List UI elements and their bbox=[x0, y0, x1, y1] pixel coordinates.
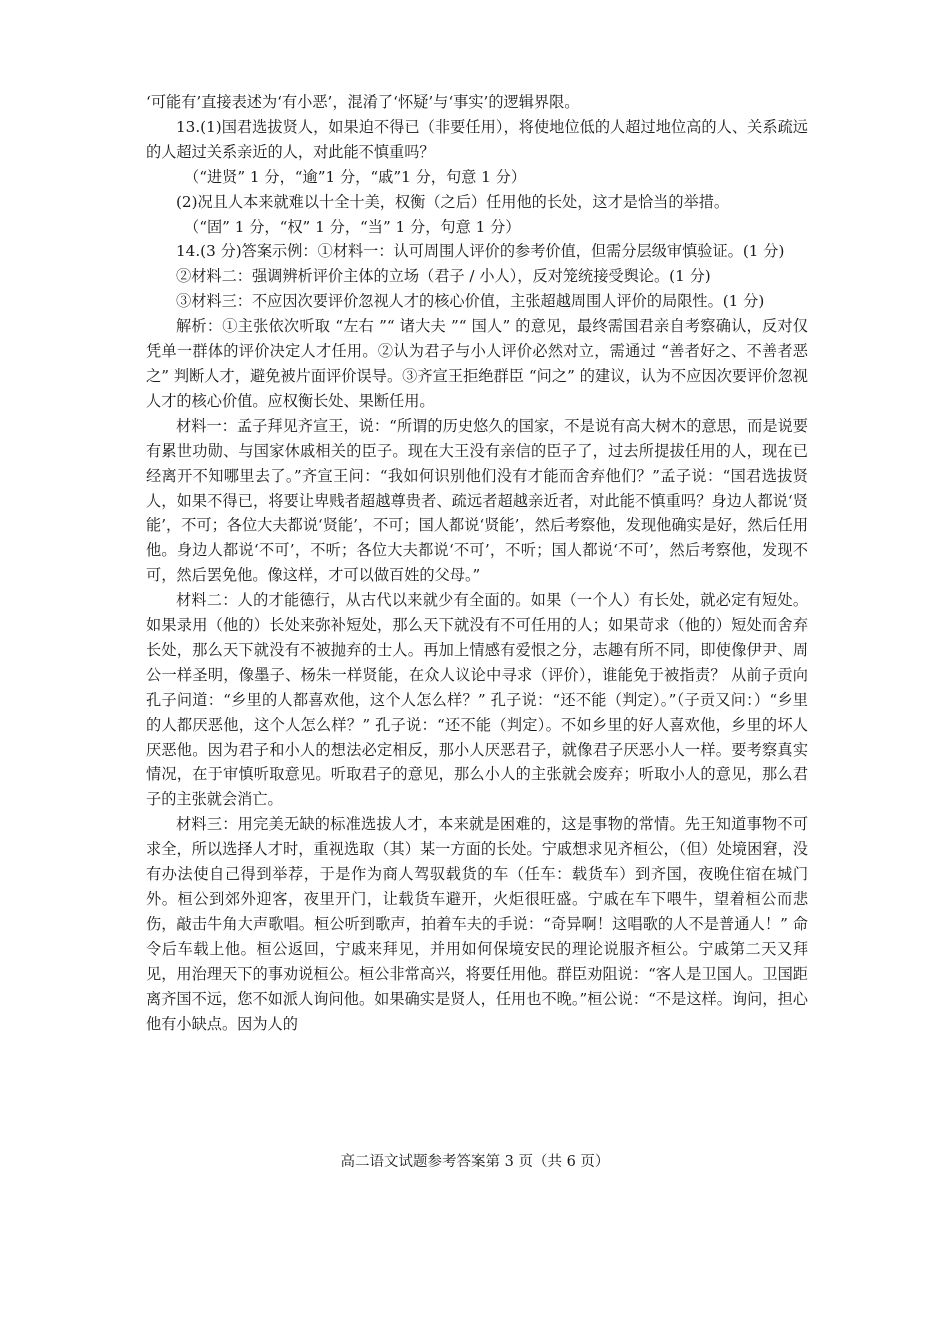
paragraph-continuation: ‘可能有’直接表述为‘有小恶’，混淆了‘怀疑’与‘事实’的逻辑界限。 bbox=[146, 93, 580, 111]
answer-14-point-2: ②材料二：强调辨析评价主体的立场（君子 / 小人），反对笼统接受舆论。(1 分) bbox=[176, 267, 711, 286]
translation-material-1: 材料一：孟子拜见齐宣王，说：“所谓的历史悠久的国家，不是说有高大树木的意思，而是说要有累世功勋、与国家休戚相关的臣子。现在大王没有亲信的臣子了，过去所提拔任用的人，现在已经离开不知哪里去了。”齐宣王问：“我如何识别他们没有才能而舍弃他们？”孟子说：“国君选拔贤人，如果不得已，将要让卑贱者超越尊贵者、疏远者超越亲近者，对此能不慎重吗？身边人都说‘贤能’，不可；各位大夫都说‘贤能’，不可；国人都说‘贤能’，然后考察他，发现他确实是好，然后任用他。身边人都说‘不可’，不听；各位大夫都说‘不可’，不听；国人都说‘不可’，然后考察他，发现不可，然后罢免他。像这样，才可以做百姓的父母。” bbox=[146, 416, 809, 585]
scoring-13-2: （“固” 1 分，“权” 1 分，“当” 1 分，句意 1 分） bbox=[184, 217, 521, 236]
answer-13-1: 13.(1)国君选拔贤人，如果迫不得已（非要任用），将使地位低的人超过地位高的人、关系疏远的人超过关系亲近的人，对此能不慎重吗？ bbox=[146, 117, 808, 161]
answer-13-2: (2)况且人本来就难以十全十美，权衡（之后）任用他的长处，这才是恰当的举措。 bbox=[176, 192, 730, 211]
answer-14-point-3: ③材料三：不应因次要评价忽视人才的核心价值，主张超越周围人评价的局限性。(1 分) bbox=[176, 292, 765, 311]
page-footer: 高二语文试题参考答案第 3 页（共 6 页） bbox=[340, 1154, 610, 1170]
scoring-13-1: （“进贤” 1 分，“逾”1 分，“戚”1 分，句意 1 分） bbox=[184, 167, 527, 186]
translation-material-2: 材料二：人的才能德行，从古代以来就少有全面的。如果（一个人）有长处，就必定有短处。如果录用（他的）长处来弥补短处，那么天下就没有不可任用的人；如果苛求（他的）短处而舍弃长处，那么天下就没有不被抛弃的士人。再加上情感有爱恨之分，志趣有所不同，即使像伊尹、周公一样圣明，像墨子、杨朱一样贤能，在众人议论中寻求（评价），谁能免于被指责？ 从前子贡向孔子问道：“乡里的人都喜欢他，这个人怎么样？” 孔子说：“还不能（判定）。”（子贡又问：）“乡里的人都厌恶他，这个人怎么样？” 孔子说：“还不能（判定）。不如乡里的好人喜欢他，乡里的坏人厌恶他。因为君子和小人的想法必定相反，那小人厌恶君子，就像君子厌恶小人一样。要考察真实情况，在于审慎听取意见。听取君子的意见，那么小人的主张就会废弃；听取小人的意见，那么君子的主张就会消亡。 bbox=[146, 591, 808, 809]
analysis-paragraph: 解析：①主张依次听取 “左右 ”“ 诸大夫 ”“ 国人” 的意见，最终需国君亲自考察确认，反对仅凭单一群体的评价决定人才任用。②认为君子与小人评价必然对立，需通过 “善者好之、不善者恶之” 判断人才，避免被片面评价误导。③齐宣王拒绝群臣 “问之” 的建议，认为不应因次要评价忽视人才的核心价值。应权衡长处、果断任用。 bbox=[146, 317, 808, 410]
answer-key-body bbox=[146, 90, 808, 1036]
answer-14: 14.(3 分)答案示例：①材料一：认可周围人评价的参考价值，但需分层级审慎验证。(1 分) bbox=[176, 242, 785, 261]
translation-material-3: 材料三：用完美无缺的标准选拔人才，本来就是困难的，这是事物的常情。先王知道事物不可求全，所以选择人才时，重视选取（其）某一方面的长处。宁戚想求见齐桓公，（但）处境困窘，没有办法使自己得到举荐，于是作为商人驾驭载货的车（任车：载货车）到齐国，夜晚住宿在城门外。桓公到郊外迎客，夜里开门，让载货车避开，火炬很旺盛。宁戚在车下喂牛，望着桓公而悲伤，敲击牛角大声歌唱。桓公听到歌声，拍着车夫的手说：“奇异啊！这唱歌的人不是普通人！” 命令后车载上他。桓公返回，宁戚来拜见，并用如何保境安民的理论说服齐桓公。宁戚第二天又拜见，用治理天下的事劝说桓公。桓公非常高兴，将要任用他。群臣劝阻说：“客人是卫国人。卫国距离齐国不远，您不如派人询问他。如果确实是贤人，任用也不晚。”桓公说：“不是这样。询问，担心他有小缺点。因为人的 bbox=[146, 815, 808, 1033]
